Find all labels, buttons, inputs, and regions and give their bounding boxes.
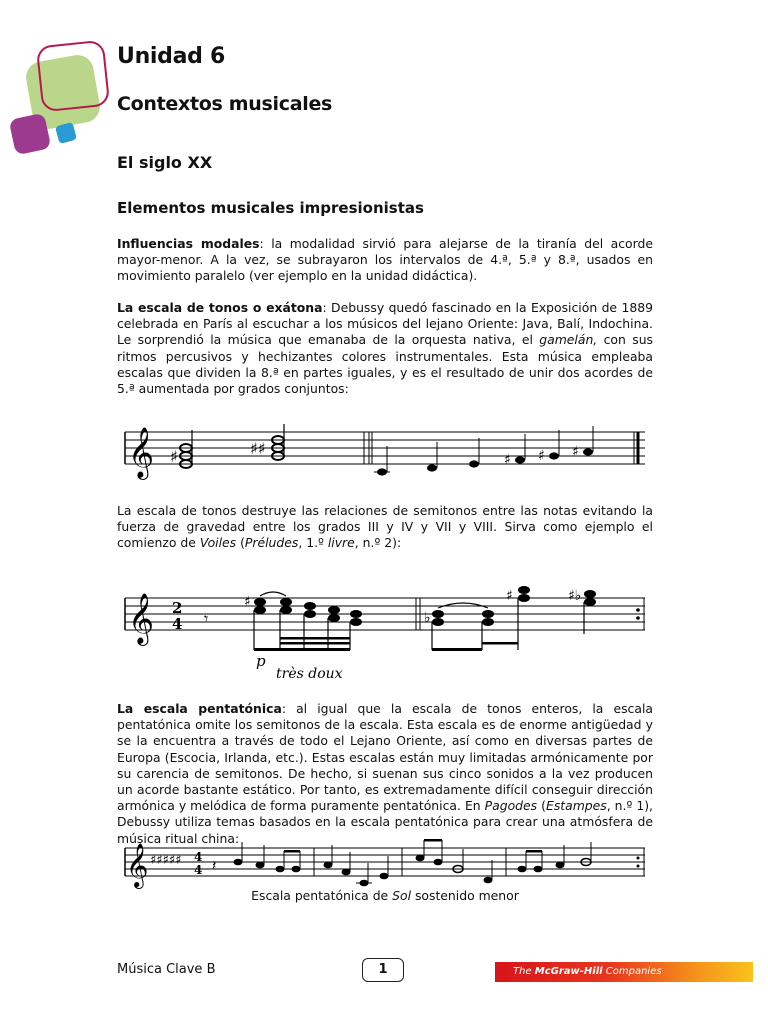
music-example-whole-tone [120, 412, 650, 482]
treble-clef-icon: 𝄞 [126, 843, 149, 887]
italic-voiles: Voiles [199, 535, 237, 551]
svg-text:♯: ♯ [506, 588, 513, 604]
svg-text:𝄽: 𝄽 [212, 858, 217, 874]
paragraph-whole-tone-effect [117, 503, 653, 552]
svg-text:♯: ♯ [538, 448, 545, 464]
italic-preludes: Préludes [244, 535, 299, 551]
svg-text:♯: ♯ [170, 447, 178, 466]
figure-caption [117, 888, 653, 903]
dynamic-marking: p [256, 652, 266, 670]
rest-icon: 𝄾 [204, 609, 209, 628]
publisher-logo [495, 962, 753, 982]
time-signature-top: 4 [194, 850, 203, 864]
music-example-pentatonic [120, 836, 650, 891]
svg-text:♭: ♭ [424, 610, 431, 626]
paragraph-text: , n.º 2): [354, 535, 402, 551]
voiles-measure-2 [424, 586, 596, 651]
italic-livre: livre [327, 535, 355, 551]
italic-estampes: Estampes [545, 798, 607, 814]
publisher-name: McGraw-Hill [534, 966, 603, 977]
svg-text:♯: ♯ [572, 444, 579, 460]
svg-text:♯♯: ♯♯ [250, 439, 266, 458]
svg-text:♯♭: ♯♭ [568, 588, 582, 604]
footer-book-title: Música Clave B [117, 962, 216, 977]
unit-title: Unidad 6 [117, 44, 225, 69]
caption-text: Escala pentatónica de [251, 888, 393, 903]
paragraph-text: La escala de tonos destruye las relaciones de semitonos entre las notas evitando la fuerza de gravedad entre los grados III y IV y VII y VIII. Sirva como ejemplo el comienzo de [117, 503, 653, 551]
subsection-title: Elementos musicales impresionistas [117, 199, 424, 217]
time-signature-bottom: 4 [194, 863, 203, 877]
section-title: El siglo XX [117, 153, 213, 172]
time-signature-bottom: 4 [172, 615, 183, 633]
paragraph-text: ( [537, 798, 546, 814]
italic-gamelan: gamelán, [539, 332, 598, 348]
caption-text: sostenido menor [411, 888, 519, 903]
unit-subtitle: Contextos musicales [117, 93, 333, 115]
paragraph-modal-influences [117, 236, 653, 285]
treble-clef-icon: 𝄞 [128, 593, 155, 644]
publisher-suffix: Companies [602, 966, 662, 977]
page-number: 1 [362, 958, 404, 982]
italic-pagodes: Pagodes [484, 798, 538, 814]
svg-text:♯: ♯ [504, 452, 511, 468]
term-whole-tone-scale: La escala de tonos o exátona [117, 300, 323, 315]
unit-logo [10, 38, 110, 158]
chord-augmented-1 [170, 430, 192, 468]
paragraph-text: : Debussy quedó fascinado en la Exposición de 1889 celebrada en París al escuchar a los músicos del lejano Oriente: Java, Balí, Indochina. Le sorprendió la música que emanaba de la orquesta nativa, el [117, 300, 653, 348]
publisher-prefix: The [513, 966, 535, 977]
caption-italic: Sol [392, 888, 412, 903]
term-modal-influences: Influencias modales [117, 236, 260, 251]
paragraph-whole-tone-scale [117, 300, 653, 397]
svg-text:♯: ♯ [244, 594, 251, 610]
whole-tone-scale-notes [374, 426, 593, 476]
paragraph-text: , 1.º [298, 535, 328, 551]
paragraph-text: con sus ritmos percusivos y hechizantes colores instrumentales. Esta música empleaba escalas que dividen la 8.ª en partes iguales, y es el resultado de unir dos acordes de 5.ª aumentada por grados conjuntos: [117, 332, 654, 397]
expression-marking: très doux [276, 666, 343, 682]
treble-clef-icon: 𝄞 [128, 427, 155, 478]
music-example-voiles [120, 578, 650, 688]
paragraph-pentatonic-scale [117, 701, 653, 847]
chord-augmented-2 [250, 424, 284, 460]
key-signature: ♯♯♯♯♯ [150, 853, 182, 868]
paragraph-text: : la modalidad sirvió para alejarse de la tiranía del acorde mayor-menor. A la vez, se subrayaron los intervalos de 4.ª, 5.ª y 8.ª, usados en movimiento paralelo (ver ejemplo en la unidad didáctica). [117, 236, 653, 284]
pentatonic-melody [212, 839, 591, 886]
time-signature-top: 2 [172, 599, 183, 617]
paragraph-text: : al igual que la escala de tonos enteros, la escala pentatónica omite los semitonos de la escala. Esta escala es de enorme antigüedad y se la encuentra a través de todo el Lejano Oriente, así como en diversas partes de Europa (Escocia, Irlanda, etc.). Estas escalas están muy limitadas armónicamente por su carencia de semitonos. De hecho, si suenan sus cinco sonidos a la vez producen un acorde bastante estático. Por tanto, es extremadamente difícil conseguir dirección armónica y melódica de forma puramente pentatónica. En [117, 701, 653, 814]
paragraph-text: , n.º 1), Debussy utiliza temas basados en la escala pentatónica para crear una atmósfera de música ritual china: [117, 798, 653, 846]
paragraph-text: ( [236, 535, 245, 551]
term-pentatonic-scale: La escala pentatónica [117, 701, 282, 716]
